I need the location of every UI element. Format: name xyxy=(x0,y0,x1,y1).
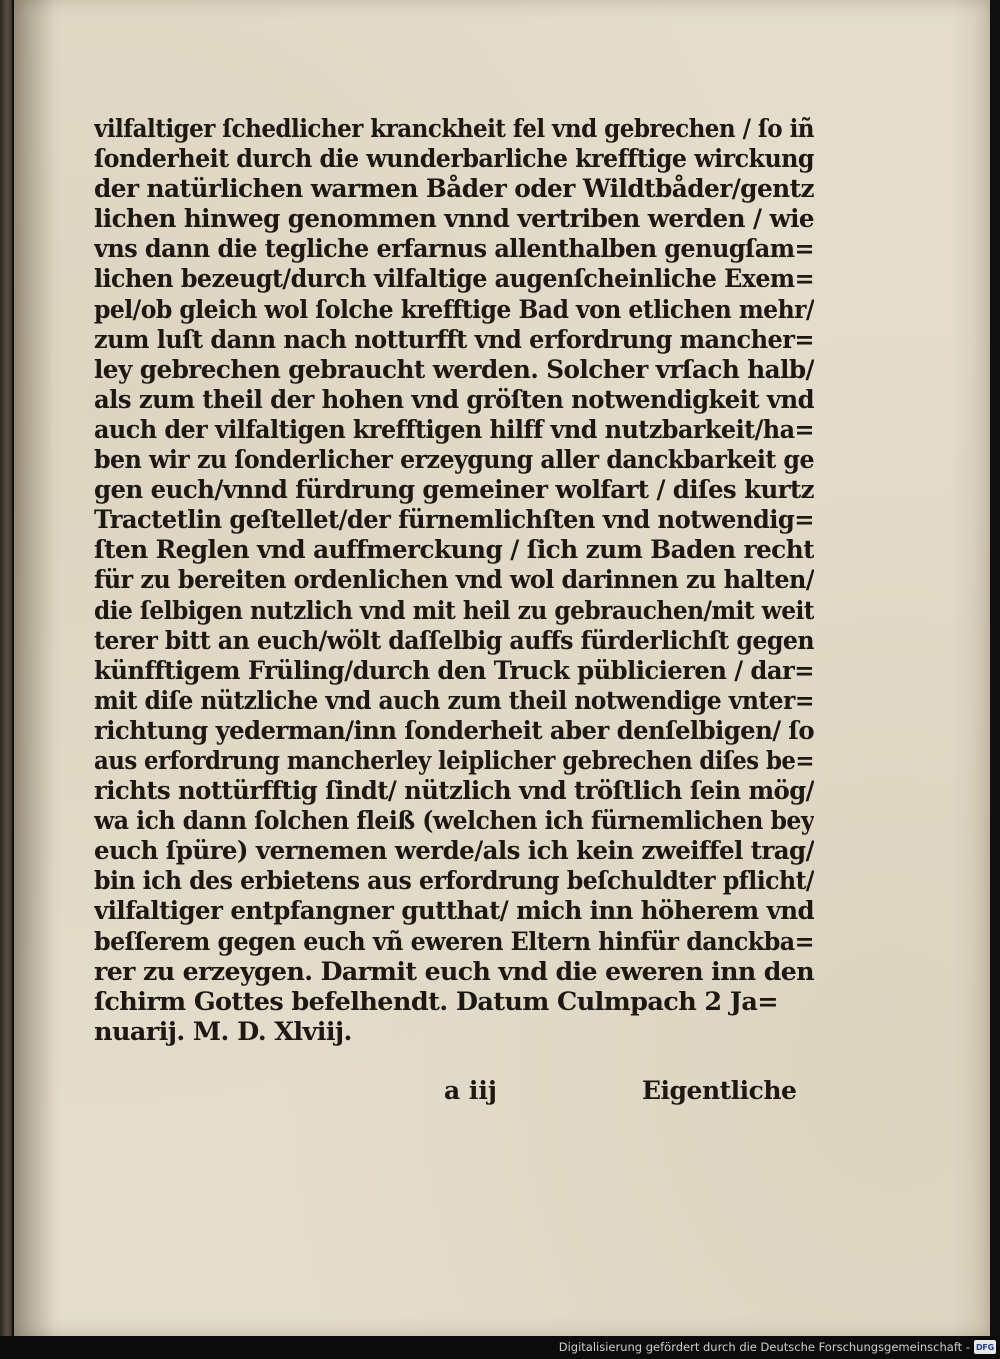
text-line: vns dann die tegliche erfarnus allenthalben genugſam= xyxy=(94,234,814,265)
signature-mark: a iij xyxy=(444,1076,497,1105)
text-line: auch der vilfaltigen krefftigen hilff vnd nutzbarkeit/ha= xyxy=(94,414,814,445)
text-line: pel/ob gleich wol ſolche krefftige Bad von etlichen mehr/ xyxy=(94,294,814,325)
text-line: terer bitt an euch/wölt daſſelbig auffs fürderlichſt gegen xyxy=(94,625,814,656)
text-line: ſchirm Gottes befelhendt. Datum Culmpach 2 Ja= xyxy=(94,986,779,1017)
text-line: lichen hinweg genommen vnnd vertriben werden / wie xyxy=(94,204,814,235)
text-line: beſſerem gegen euch vñ eweren Eltern hinfür danckba= xyxy=(94,926,814,957)
page-footer xyxy=(0,1076,1000,1116)
text-line: als zum theil der hohen vnd gröſten notwendigkeit vnd xyxy=(94,384,814,415)
funding-credit: Digitalisierung gefördert durch die Deutsche Forschungsgemeinschaft - xyxy=(558,1340,970,1354)
text-line: zum luſt dann nach notturfft vnd erfordrung mancher= xyxy=(94,324,814,355)
text-line: für zu bereiten ordenlichen vnd wol darinnen zu halten/ xyxy=(94,565,814,596)
credit-bar xyxy=(0,1336,1000,1359)
text-line: ben wir zu ſonderlicher erzeygung aller danckbarkeit ge xyxy=(94,445,814,476)
text-line: die ſelbigen nutzlich vnd mit heil zu gebrauchen/mit weit xyxy=(94,595,814,626)
text-line: rer zu erzeygen. Darmit euch vnd die eweren inn den xyxy=(94,956,814,987)
book-binding-edge xyxy=(0,0,12,1336)
dfg-logo-icon: DFG xyxy=(974,1340,996,1354)
text-line: ſten Reglen vnd auffmerckung / ſich zum Baden recht xyxy=(94,535,814,566)
text-line: aus erfordrung mancherley leiplicher gebrechen diſes be= xyxy=(94,745,814,776)
text-line: der natürlichen warmen Båder oder Wildtbåder/gentz xyxy=(94,174,814,205)
text-line: nuarij. M. D. Xlviij. xyxy=(94,1016,352,1047)
text-line: euch ſpüre) vernemen werde/als ich kein zweiffel trag/ xyxy=(94,836,814,867)
text-line: bin ich des erbietens aus erfordrung beſchuldter pflicht/ xyxy=(94,866,814,897)
text-line: ſonderheit durch die wunderbarliche krefftige wirckung xyxy=(94,144,814,175)
text-line: vilfaltiger ſchedlicher kranckheit fel vnd gebrechen / ſo iñ xyxy=(94,114,814,144)
text-line: mit diſe nützliche vnd auch zum theil notwendige vnter= xyxy=(94,685,814,716)
text-line: gen euch/vnnd fürdrung gemeiner wolfart / diſes kurtz xyxy=(94,475,814,506)
text-line: richts nottürfftig ſindt/ nützlich vnd tröſtlich ſein mög/ xyxy=(94,776,814,807)
text-line: Tractetlin geſtellet/der fürnemlichſten vnd notwendig= xyxy=(94,505,814,536)
page-text-block xyxy=(94,114,814,1047)
text-line: künfftigem Früling/durch den Truck püblicieren / dar= xyxy=(94,655,814,686)
catchword: Eigentliche xyxy=(642,1076,797,1105)
text-line: lichen bezeugt/durch vilfaltige augenſcheinliche Exem= xyxy=(94,264,814,295)
text-line: ley gebrechen gebraucht werden. Solcher vrſach halb/ xyxy=(94,354,814,385)
text-line: wa ich dann ſolchen fleiß (welchen ich fürnemlichen bey xyxy=(94,806,814,837)
text-line: vilfaltiger entpfangner gutthat/ mich inn höherem vnd xyxy=(94,896,814,927)
text-line: richtung yederman/inn ſonderheit aber denſelbigen/ ſo xyxy=(94,715,814,746)
